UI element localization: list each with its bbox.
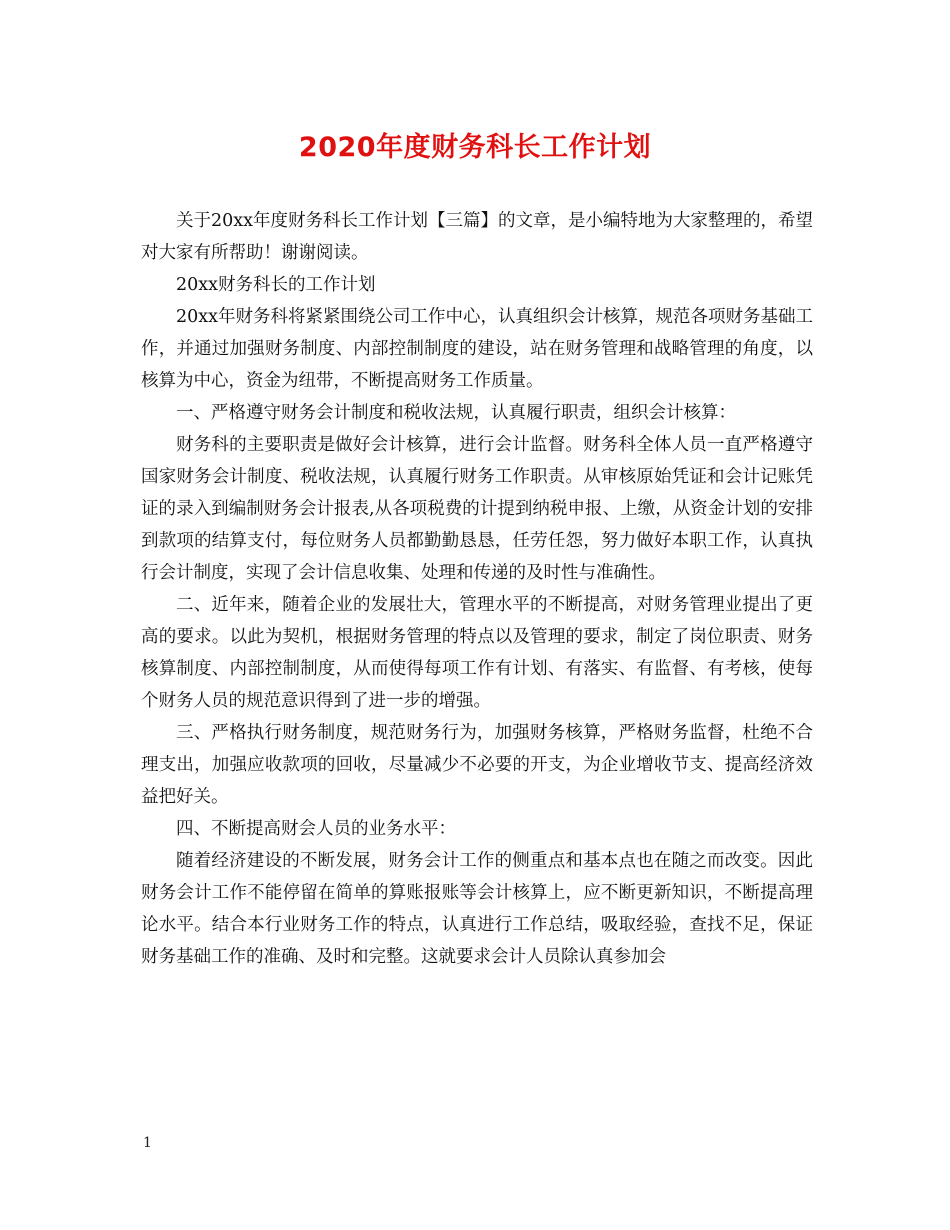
paragraph-duties: 财务科的主要职责是做好会计核算，进行会计监督。财务科全体人员一直严格遵守国家财务会计制度、税收法规，认真履行财务工作职责。从审核原始凭证和会计记账凭证的录入到编制财务会计报表,从各项税费的计提到纳税申报、上缴，从资金计划的安排到款项的结算支付，每位财务人员都勤勤恳恳，任劳任怨，努力做好本职工作，认真执行会计制度，实现了会计信息收集、处理和传递的及时性与准确性。	[141, 435, 813, 583]
paragraph-subtitle: 20xx财务科长的工作计划	[176, 275, 376, 295]
paragraph-overview: 20xx年财务科将紧紧围绕公司工作中心，认真组织会计核算，规范各项财务基础工作，并通过加强财务制度、内部控制制度的建设，站在财务管理和战略管理的角度，以核算为中心，资金为纽带，不断提高财务工作质量。	[141, 307, 814, 391]
paragraph-development: 随着经济建设的不断发展，财务会计工作的侧重点和基本点也在随之而改变。因此财务会计工作不能停留在简单的算账报账等会计核算上，应不断更新知识，不断提高理论水平。结合本行业财务工作的特点，认真进行工作总结，吸取经验，查找不足，保证财务基础工作的准确、及时和完整。这就要求会计人员除认真参加会	[141, 851, 813, 967]
document-body	[141, 205, 813, 973]
paragraph-heading-1: 一、严格遵守财务会计制度和税收法规，认真履行职责，组织会计核算：	[176, 403, 736, 423]
document-title: 2020年度财务科长工作计划	[298, 132, 652, 163]
paragraph-heading-3: 三、严格执行财务制度，规范财务行为，加强财务核算，严格财务监督，杜绝不合理支出，加强应收款项的回收，尽量减少不必要的开支，为企业增收节支、提高经济效益把好关。	[141, 723, 813, 807]
paragraph-heading-2: 二、近年来，随着企业的发展壮大，管理水平的不断提高，对财务管理业提出了更高的要求。以此为契机，根据财务管理的特点以及管理的要求，制定了岗位职责、财务核算制度、内部控制制度，从而使得每项工作有计划、有落实、有监督、有考核，使每个财务人员的规范意识得到了进一步的增强。	[141, 595, 813, 711]
paragraph-intro: 关于20xx年度财务科长工作计划【三篇】的文章，是小编特地为大家整理的，希望对大家有所帮助！谢谢阅读。	[141, 211, 814, 263]
page-number: 1	[143, 1135, 152, 1151]
paragraph-heading-4: 四、不断提高财会人员的业务水平：	[176, 819, 456, 839]
